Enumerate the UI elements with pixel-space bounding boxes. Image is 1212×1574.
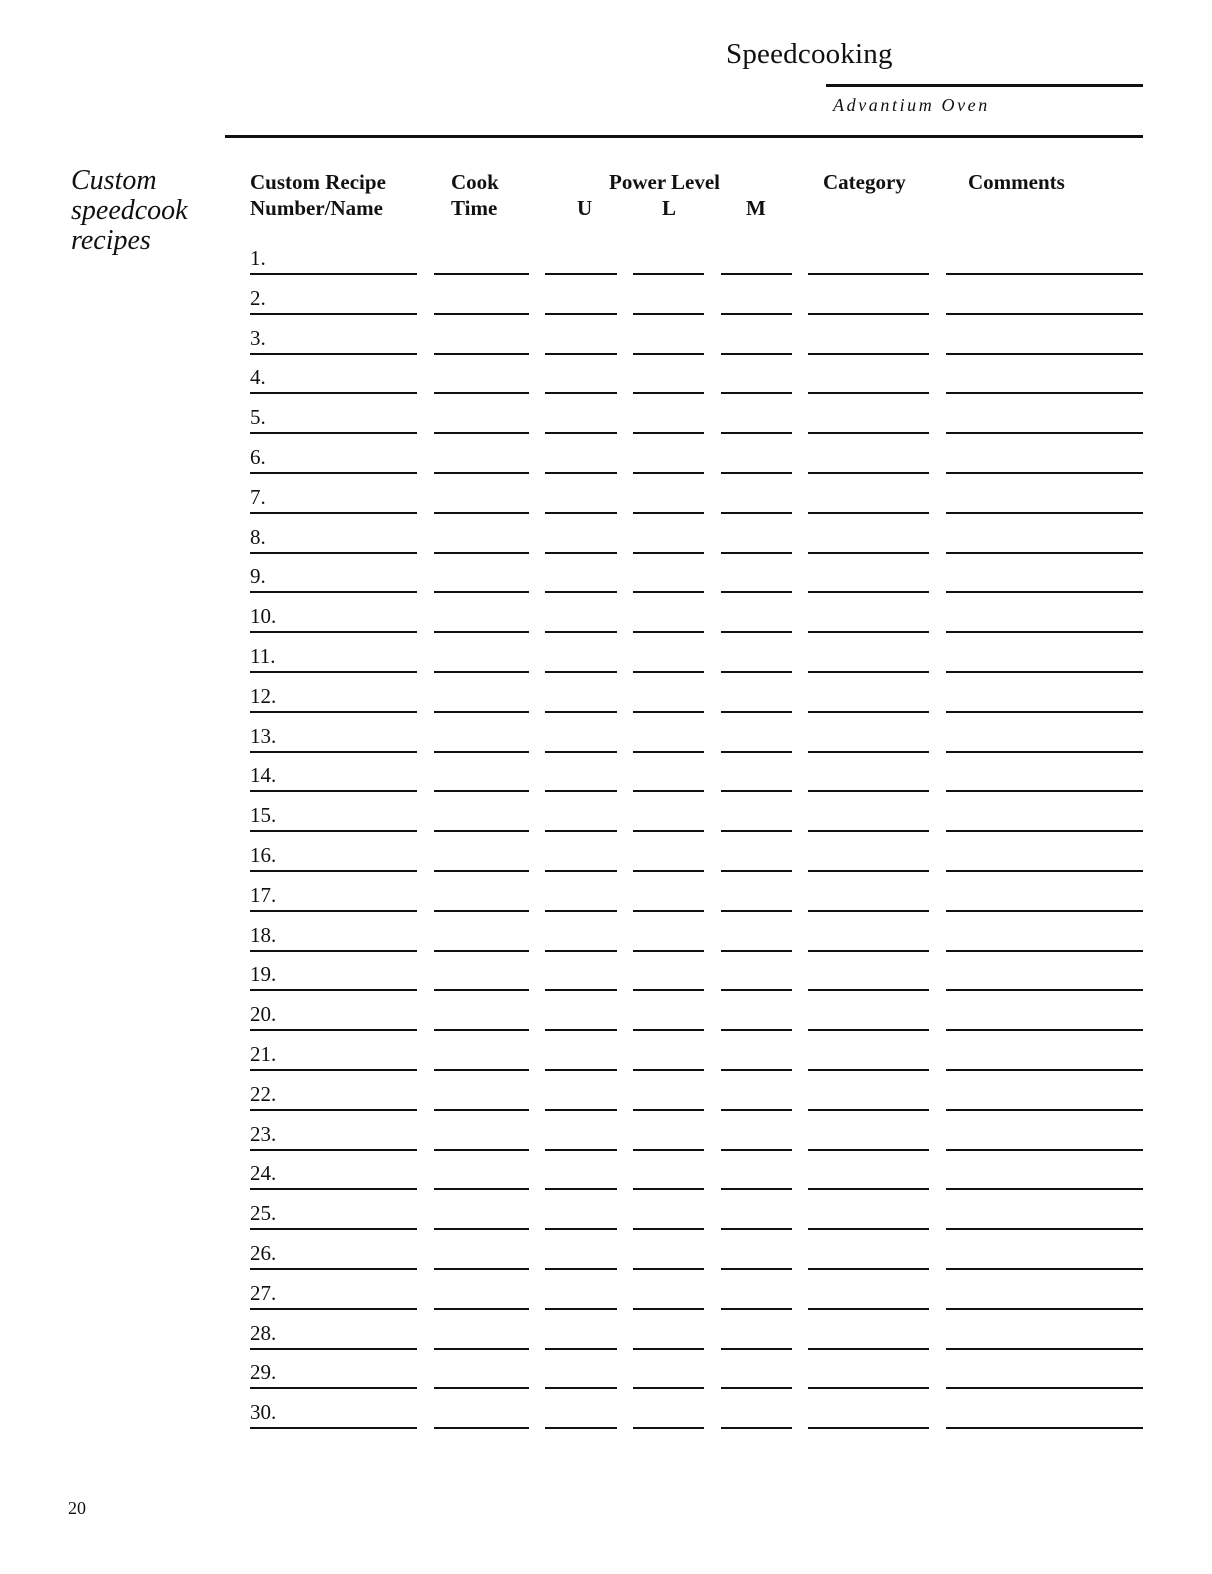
recipe-column-header <box>250 169 386 221</box>
comments-column-header: Comments <box>968 170 1065 194</box>
recipe-row <box>0 1071 1212 1111</box>
recipe-row <box>0 1190 1212 1230</box>
recipe-row <box>0 1031 1212 1071</box>
power-l-blank[interactable] <box>633 1427 704 1429</box>
row-number: 29. <box>250 1360 277 1384</box>
row-number: 1. <box>250 246 266 270</box>
row-number: 14. <box>250 763 277 787</box>
recipe-row <box>0 235 1212 275</box>
row-number: 8. <box>250 525 266 549</box>
row-number: 26. <box>250 1241 277 1265</box>
category-blank[interactable] <box>808 1427 929 1429</box>
recipe-column-header-line-1: Custom Recipe <box>250 170 386 194</box>
row-number: 16. <box>250 843 277 867</box>
recipe-column-header-line-2: Number/Name <box>250 196 383 220</box>
recipe-row <box>0 912 1212 952</box>
row-number: 25. <box>250 1201 277 1225</box>
recipe-row <box>0 832 1212 872</box>
cook-time-column-header-line-2: Time <box>451 196 498 220</box>
row-number: 6. <box>250 445 266 469</box>
recipe-row <box>0 315 1212 355</box>
comments-blank[interactable] <box>946 1427 1143 1429</box>
recipe-row <box>0 1270 1212 1310</box>
row-number: 28. <box>250 1321 277 1345</box>
recipe-row <box>0 434 1212 474</box>
power-level-l-header: L <box>662 196 677 220</box>
row-number: 23. <box>250 1122 277 1146</box>
recipe-row <box>0 752 1212 792</box>
recipe-row <box>0 1310 1212 1350</box>
row-number: 11. <box>250 644 276 668</box>
row-number: 22. <box>250 1082 277 1106</box>
row-number: 15. <box>250 803 277 827</box>
recipe-row <box>0 593 1212 633</box>
row-number: 10. <box>250 604 277 628</box>
section-title-line-3: recipes <box>71 225 151 256</box>
recipe-row <box>0 474 1212 514</box>
recipe-name-blank[interactable] <box>250 1427 417 1429</box>
power-m-blank[interactable] <box>721 1427 792 1429</box>
row-number: 2. <box>250 286 266 310</box>
category-column-header: Category <box>823 170 906 194</box>
page-number: 20 <box>68 1498 86 1518</box>
recipe-row <box>0 713 1212 753</box>
recipe-row <box>0 872 1212 912</box>
recipe-row <box>0 991 1212 1031</box>
row-number: 3. <box>250 326 266 350</box>
section-title-line-1: Custom <box>71 165 157 196</box>
recipe-row <box>0 792 1212 832</box>
recipe-row <box>0 633 1212 673</box>
recipe-row <box>0 1150 1212 1190</box>
cook-time-column-header <box>451 169 499 221</box>
recipe-row <box>0 1111 1212 1151</box>
row-number: 9. <box>250 564 266 588</box>
cook-time-column-header-line-1: Cook <box>451 170 499 194</box>
header-rule-long <box>225 135 1143 138</box>
header-rule-short <box>826 84 1143 87</box>
row-number: 30. <box>250 1400 277 1424</box>
recipe-row <box>0 1349 1212 1389</box>
row-number: 13. <box>250 724 277 748</box>
section-title-line-2: speedcook <box>71 195 188 226</box>
row-number: 19. <box>250 962 277 986</box>
recipe-row <box>0 553 1212 593</box>
cook-time-blank[interactable] <box>434 1427 529 1429</box>
power-level-m-header: M <box>746 196 766 220</box>
row-number: 5. <box>250 405 266 429</box>
row-number: 17. <box>250 883 277 907</box>
recipe-row <box>0 673 1212 713</box>
row-number: 27. <box>250 1281 277 1305</box>
recipe-row <box>0 1389 1212 1429</box>
recipe-row <box>0 354 1212 394</box>
row-number: 24. <box>250 1161 277 1185</box>
recipe-row <box>0 394 1212 434</box>
row-number: 21. <box>250 1042 277 1066</box>
recipe-row <box>0 951 1212 991</box>
row-number: 4. <box>250 365 266 389</box>
power-level-column-header: Power Level <box>609 170 720 194</box>
power-level-u-header: U <box>577 196 593 220</box>
page-header-title: Speedcooking <box>726 38 893 70</box>
row-number: 18. <box>250 923 277 947</box>
row-number: 12. <box>250 684 277 708</box>
row-number: 7. <box>250 485 266 509</box>
recipe-row <box>0 275 1212 315</box>
recipe-row <box>0 1230 1212 1270</box>
power-u-blank[interactable] <box>545 1427 617 1429</box>
row-number: 20. <box>250 1002 277 1026</box>
recipe-row <box>0 514 1212 554</box>
page-header-subtitle: Advantium Oven <box>833 95 990 115</box>
